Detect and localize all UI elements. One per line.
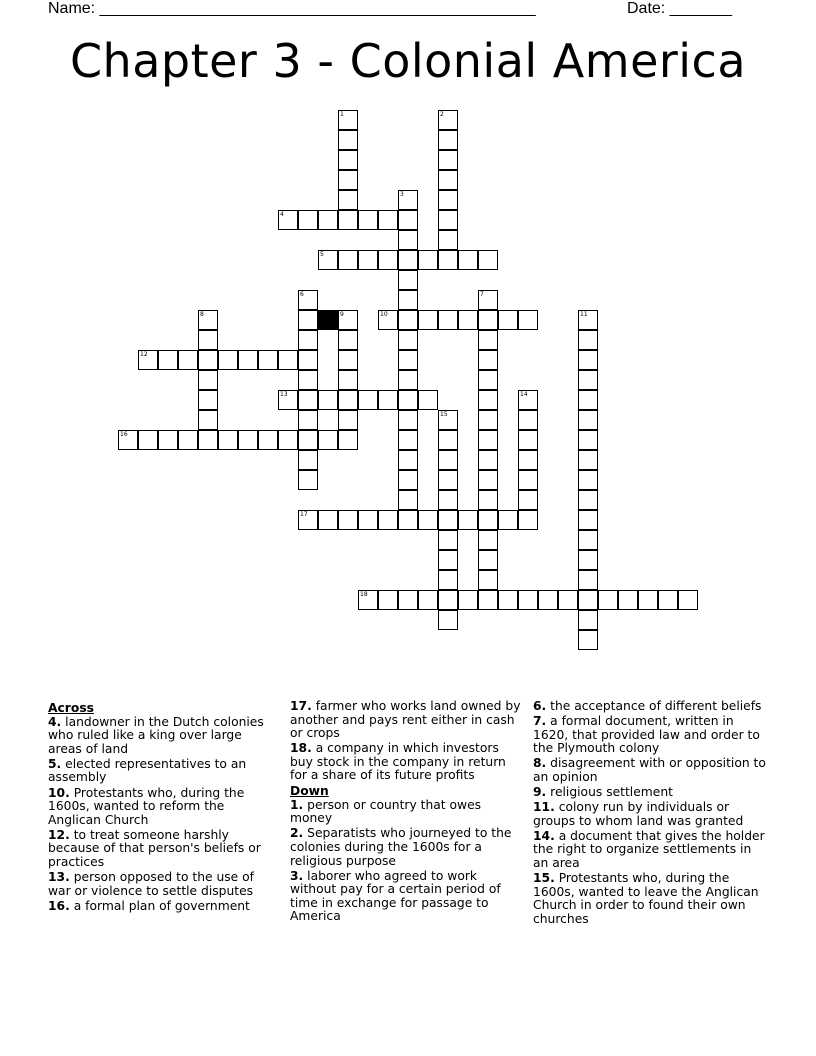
grid-cell[interactable] — [358, 510, 378, 530]
grid-cell[interactable] — [578, 310, 598, 330]
grid-cell[interactable] — [438, 470, 458, 490]
grid-cell[interactable] — [678, 590, 698, 610]
grid-cell[interactable] — [398, 450, 418, 470]
clue-text: farmer who works land owned by another and pays rent either in cash or crops — [290, 699, 521, 741]
grid-cell[interactable] — [398, 230, 418, 250]
date-field[interactable]: Date: _______ — [627, 0, 732, 17]
grid-cell[interactable] — [518, 410, 538, 430]
grid-cell[interactable] — [318, 210, 338, 230]
grid-cell[interactable] — [438, 410, 458, 430]
grid-cell[interactable] — [398, 270, 418, 290]
clue-number: 1. — [290, 797, 304, 812]
clue-number: 13. — [48, 870, 70, 885]
grid-cell[interactable] — [378, 510, 398, 530]
grid-cell[interactable] — [578, 630, 598, 650]
grid-cell[interactable] — [478, 350, 498, 370]
down-clue — [533, 801, 769, 828]
cell-number: 4 — [280, 211, 284, 218]
cell-number: 2 — [440, 111, 444, 118]
grid-cell[interactable] — [578, 510, 598, 530]
grid-cell[interactable] — [198, 330, 218, 350]
grid-cell[interactable] — [158, 350, 178, 370]
grid-cell[interactable] — [518, 430, 538, 450]
grid-cell[interactable] — [338, 310, 358, 330]
across-clue — [48, 787, 276, 828]
grid-cell[interactable] — [478, 410, 498, 430]
grid-cell[interactable] — [198, 370, 218, 390]
grid-cell[interactable] — [478, 390, 498, 410]
down-clue — [533, 700, 769, 714]
grid-cell[interactable] — [338, 130, 358, 150]
grid-cell[interactable] — [338, 350, 358, 370]
grid-cell[interactable] — [258, 430, 278, 450]
grid-cell[interactable] — [398, 350, 418, 370]
grid-cell[interactable] — [278, 350, 298, 370]
grid-cell[interactable] — [358, 210, 378, 230]
cell-number: 16 — [120, 431, 128, 438]
grid-cell[interactable] — [338, 370, 358, 390]
grid-cell[interactable] — [358, 390, 378, 410]
clue-number: 4. — [48, 714, 62, 729]
clue-text: landowner in the Dutch colonies who ruled like a king over large areas of land — [48, 714, 264, 756]
clue-text: a company in which investors buy stock in the company in return for a share of its future profits — [290, 741, 506, 783]
across-clue — [48, 758, 276, 785]
grid-cell[interactable] — [298, 410, 318, 430]
grid-cell[interactable] — [438, 510, 458, 530]
grid-cell[interactable] — [598, 590, 618, 610]
shaded-cell — [318, 310, 338, 330]
clue-number: 15. — [533, 871, 555, 886]
clue-text: Separatists who journeyed to the colonies during the 1600s for a religious purpose — [290, 826, 512, 868]
grid-cell[interactable] — [478, 470, 498, 490]
grid-cell[interactable] — [298, 350, 318, 370]
grid-cell[interactable] — [358, 590, 378, 610]
grid-cell[interactable] — [398, 290, 418, 310]
grid-cell[interactable] — [578, 450, 598, 470]
clue-text: person opposed to the use of war or violence to settle disputes — [48, 870, 254, 898]
across-title: Across — [48, 701, 94, 715]
grid-cell[interactable] — [438, 130, 458, 150]
grid-cell[interactable] — [298, 210, 318, 230]
grid-cell[interactable] — [338, 510, 358, 530]
grid-cell[interactable] — [338, 410, 358, 430]
clue-number: 9. — [533, 785, 547, 800]
grid-cell[interactable] — [578, 610, 598, 630]
grid-cell[interactable] — [238, 350, 258, 370]
grid-cell[interactable] — [438, 310, 458, 330]
across-clue — [48, 871, 276, 898]
grid-cell[interactable] — [178, 430, 198, 450]
grid-cell[interactable] — [298, 470, 318, 490]
grid-cell[interactable] — [578, 350, 598, 370]
grid-cell[interactable] — [338, 110, 358, 130]
grid-cell[interactable] — [138, 350, 158, 370]
grid-cell[interactable] — [438, 530, 458, 550]
down-clue — [290, 827, 522, 868]
grid-cell[interactable] — [398, 490, 418, 510]
clue-column-3 — [533, 700, 769, 928]
grid-cell[interactable] — [418, 510, 438, 530]
grid-cell[interactable] — [218, 350, 238, 370]
clue-text: a formal document, written in 1620, that provided law and order to the Plymouth colony — [533, 714, 760, 756]
grid-cell[interactable] — [398, 470, 418, 490]
clue-text: a formal plan of government — [73, 898, 250, 913]
clue-number: 6. — [533, 699, 547, 713]
grid-cell[interactable] — [298, 450, 318, 470]
grid-cell[interactable] — [298, 370, 318, 390]
grid-cell[interactable] — [578, 490, 598, 510]
grid-cell[interactable] — [318, 390, 338, 410]
grid-cell[interactable] — [398, 590, 418, 610]
grid-cell[interactable] — [578, 470, 598, 490]
grid-cell[interactable] — [178, 350, 198, 370]
grid-cell[interactable] — [478, 250, 498, 270]
grid-cell[interactable] — [338, 150, 358, 170]
grid-cell[interactable] — [438, 190, 458, 210]
cell-number: 9 — [340, 311, 344, 318]
clue-text: to treat someone harshly because of that person's beliefs or practices — [48, 827, 261, 870]
grid-cell[interactable] — [478, 490, 498, 510]
down-clue — [290, 870, 522, 924]
clue-text: Protestants who, during the 1600s, wanted to leave the Anglican Church in order to found their own churches — [533, 871, 759, 926]
down-clue — [533, 715, 769, 756]
grid-cell[interactable] — [338, 430, 358, 450]
grid-cell[interactable] — [478, 430, 498, 450]
grid-cell[interactable] — [438, 110, 458, 130]
cell-number: 14 — [520, 391, 528, 398]
clue-text: the acceptance of different beliefs — [550, 699, 762, 713]
grid-cell[interactable] — [398, 370, 418, 390]
cell-number: 12 — [140, 351, 148, 358]
grid-cell[interactable] — [198, 350, 218, 370]
cell-number: 17 — [300, 511, 308, 518]
grid-cell[interactable] — [438, 570, 458, 590]
cell-number: 3 — [400, 191, 404, 198]
clue-text: colony run by individuals or groups to whom land was granted — [533, 800, 744, 828]
clue-number: 8. — [533, 756, 547, 771]
grid-cell[interactable] — [478, 570, 498, 590]
grid-cell[interactable] — [498, 590, 518, 610]
clue-text: religious settlement — [550, 785, 673, 800]
cell-number: 6 — [300, 291, 304, 298]
clue-column-2 — [290, 700, 522, 926]
grid-cell[interactable] — [478, 330, 498, 350]
grid-cell[interactable] — [198, 310, 218, 330]
grid-cell[interactable] — [478, 370, 498, 390]
grid-cell[interactable] — [398, 510, 418, 530]
grid-cell[interactable] — [458, 510, 478, 530]
grid-cell[interactable] — [438, 430, 458, 450]
grid-cell[interactable] — [278, 210, 298, 230]
grid-cell[interactable] — [518, 390, 538, 410]
clue-text: a document that gives the holder the right to organize settlements in an area — [533, 828, 765, 871]
grid-cell[interactable] — [338, 210, 358, 230]
grid-cell[interactable] — [438, 490, 458, 510]
grid-cell[interactable] — [618, 590, 638, 610]
across-clue — [48, 716, 276, 757]
grid-cell[interactable] — [318, 250, 338, 270]
down-clue — [533, 786, 769, 800]
clue-number: 5. — [48, 756, 62, 771]
grid-cell[interactable] — [478, 550, 498, 570]
grid-cell[interactable] — [478, 590, 498, 610]
grid-cell[interactable] — [298, 390, 318, 410]
grid-cell[interactable] — [378, 310, 398, 330]
grid-cell[interactable] — [438, 450, 458, 470]
clue-text: person or country that owes money — [290, 797, 482, 826]
grid-cell[interactable] — [278, 390, 298, 410]
grid-cell[interactable] — [438, 590, 458, 610]
cell-number: 1 — [340, 111, 344, 118]
grid-cell[interactable] — [398, 190, 418, 210]
down-clue — [290, 799, 522, 826]
cell-number: 18 — [360, 591, 368, 598]
grid-cell[interactable] — [118, 430, 138, 450]
grid-cell[interactable] — [298, 310, 318, 330]
grid-cell[interactable] — [498, 510, 518, 530]
grid-cell[interactable] — [398, 250, 418, 270]
grid-cell[interactable] — [378, 210, 398, 230]
grid-cell[interactable] — [338, 250, 358, 270]
grid-cell[interactable] — [478, 450, 498, 470]
clue-number: 12. — [48, 827, 70, 842]
clue-number: 11. — [533, 800, 555, 815]
down-clue — [533, 872, 769, 926]
grid-cell[interactable] — [578, 590, 598, 610]
grid-cell[interactable] — [418, 310, 438, 330]
grid-cell[interactable] — [398, 210, 418, 230]
clue-text: disagreement with or opposition to an opinion — [533, 756, 766, 784]
cell-number: 11 — [580, 311, 588, 318]
grid-cell[interactable] — [198, 390, 218, 410]
grid-cell[interactable] — [218, 430, 238, 450]
grid-cell[interactable] — [438, 550, 458, 570]
clue-number: 16. — [48, 898, 70, 913]
grid-cell[interactable] — [298, 430, 318, 450]
grid-cell[interactable] — [478, 290, 498, 310]
grid-cell[interactable] — [518, 450, 538, 470]
clue-text: elected representatives to an assembly — [48, 756, 247, 785]
down-title: Down — [290, 784, 329, 799]
clue-number: 7. — [533, 714, 547, 729]
cell-number: 8 — [200, 311, 204, 318]
grid-cell[interactable] — [338, 390, 358, 410]
grid-cell[interactable] — [538, 590, 558, 610]
grid-cell[interactable] — [438, 150, 458, 170]
grid-cell[interactable] — [438, 210, 458, 230]
grid-cell[interactable] — [378, 590, 398, 610]
grid-cell[interactable] — [338, 190, 358, 210]
grid-cell[interactable] — [558, 590, 578, 610]
page-title: Chapter 3 - Colonial America — [69, 34, 747, 88]
grid-cell[interactable] — [478, 530, 498, 550]
cell-number: 5 — [320, 251, 324, 258]
clue-number: 14. — [533, 828, 555, 843]
grid-cell[interactable] — [398, 330, 418, 350]
grid-cell[interactable] — [298, 290, 318, 310]
grid-cell[interactable] — [438, 610, 458, 630]
grid-cell[interactable] — [398, 310, 418, 330]
clue-number: 2. — [290, 826, 304, 841]
grid-cell[interactable] — [438, 230, 458, 250]
grid-cell[interactable] — [458, 310, 478, 330]
grid-cell[interactable] — [358, 250, 378, 270]
clue-number: 10. — [48, 785, 70, 800]
grid-cell[interactable] — [578, 410, 598, 430]
grid-cell[interactable] — [438, 170, 458, 190]
grid-cell[interactable] — [418, 390, 438, 410]
grid-cell[interactable] — [458, 250, 478, 270]
grid-cell[interactable] — [638, 590, 658, 610]
down-clue — [533, 757, 769, 784]
grid-cell[interactable] — [418, 250, 438, 270]
grid-cell[interactable] — [518, 590, 538, 610]
grid-cell[interactable] — [338, 330, 358, 350]
grid-cell[interactable] — [198, 430, 218, 450]
grid-cell[interactable] — [438, 250, 458, 270]
grid-cell[interactable] — [518, 310, 538, 330]
cell-number: 15 — [440, 411, 448, 418]
cell-number: 13 — [280, 391, 288, 398]
grid-cell[interactable] — [298, 330, 318, 350]
grid-cell[interactable] — [418, 590, 438, 610]
grid-cell[interactable] — [518, 490, 538, 510]
clue-number: 17. — [290, 699, 312, 713]
grid-cell[interactable] — [478, 510, 498, 530]
clue-text: laborer who agreed to work without pay for a certain period of time in exchange for passage to America — [290, 868, 501, 924]
grid-cell[interactable] — [318, 510, 338, 530]
across-clue — [48, 900, 276, 914]
grid-cell[interactable] — [498, 310, 518, 330]
across-clue — [290, 700, 522, 741]
grid-cell[interactable] — [578, 550, 598, 570]
name-field[interactable]: Name: _________________________________________________ — [48, 0, 536, 17]
grid-cell[interactable] — [338, 170, 358, 190]
grid-cell[interactable] — [298, 510, 318, 530]
grid-cell[interactable] — [238, 430, 258, 450]
across-clue — [290, 742, 522, 783]
clue-column-1 — [48, 700, 276, 915]
grid-cell[interactable] — [138, 430, 158, 450]
grid-cell[interactable] — [458, 590, 478, 610]
grid-cell[interactable] — [578, 570, 598, 590]
grid-cell[interactable] — [378, 390, 398, 410]
grid-cell[interactable] — [578, 370, 598, 390]
grid-cell[interactable] — [398, 430, 418, 450]
cell-number: 10 — [380, 311, 388, 318]
grid-cell[interactable] — [398, 410, 418, 430]
grid-cell[interactable] — [158, 430, 178, 450]
clue-number: 18. — [290, 741, 312, 756]
down-clue — [533, 830, 769, 871]
grid-cell[interactable] — [278, 430, 298, 450]
grid-cell[interactable] — [518, 470, 538, 490]
grid-cell[interactable] — [258, 350, 278, 370]
clue-text: Protestants who, during the 1600s, wanted to reform the Anglican Church — [48, 785, 245, 827]
grid-cell[interactable] — [578, 330, 598, 350]
grid-cell[interactable] — [398, 390, 418, 410]
grid-cell[interactable] — [518, 510, 538, 530]
grid-cell[interactable] — [578, 430, 598, 450]
grid-cell[interactable] — [578, 390, 598, 410]
across-clue — [48, 829, 276, 870]
grid-cell[interactable] — [198, 410, 218, 430]
cell-number: 7 — [480, 291, 484, 298]
grid-cell[interactable] — [578, 530, 598, 550]
grid-cell[interactable] — [478, 310, 498, 330]
grid-cell[interactable] — [378, 250, 398, 270]
grid-cell[interactable] — [658, 590, 678, 610]
grid-cell[interactable] — [318, 430, 338, 450]
clue-number: 3. — [290, 868, 304, 883]
